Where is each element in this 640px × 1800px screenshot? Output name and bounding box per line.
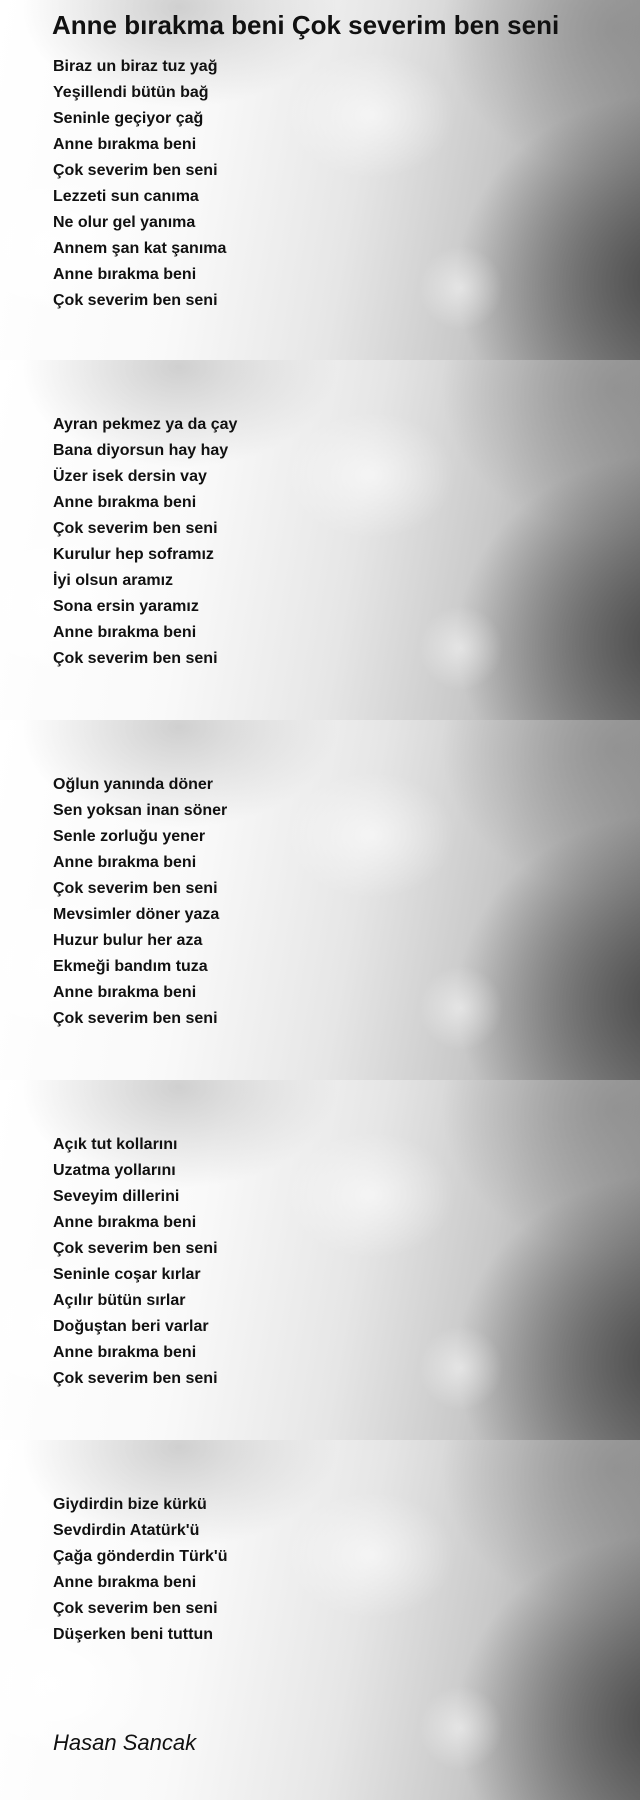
poem-panel-1 — [0, 0, 640, 360]
poem-line: Çok severim ben seni — [53, 292, 218, 309]
poem-panel-4 — [0, 1080, 640, 1440]
poem-line: Sevdirdin Atatürk'ü — [53, 1522, 200, 1539]
poem-line: Anne bırakma beni — [53, 1574, 197, 1591]
poem-title: Anne bırakma beni Çok severim ben seni — [52, 10, 560, 40]
poem-line: Açılır bütün sırlar — [53, 1292, 186, 1309]
poem-line: Çok severim ben seni — [53, 880, 218, 897]
poem-line: Anne bırakma beni — [53, 136, 197, 153]
poem-line: Anne bırakma beni — [53, 494, 197, 511]
poem-line: Uzatma yollarını — [53, 1162, 176, 1179]
poem-line: Oğlun yanında döner — [53, 776, 214, 793]
poem-line: Çok severim ben seni — [53, 520, 218, 537]
poem-line: Giydirdin bize kürkü — [53, 1496, 207, 1513]
stanza-4 — [53, 1132, 218, 1392]
stanza-2 — [53, 412, 237, 672]
stanza-3 — [53, 772, 227, 1032]
poem-line: Sen yoksan inan söner — [53, 802, 228, 819]
poem-line: Anne bırakma beni — [53, 1214, 197, 1231]
poem-line: Çok severim ben seni — [53, 650, 218, 667]
poem-line: Seninle geçiyor çağ — [53, 110, 204, 127]
poem-line: Senle zorluğu yener — [53, 828, 206, 845]
poem-line: Mevsimler döner yaza — [53, 906, 220, 923]
poem-line: Seninle coşar kırlar — [53, 1266, 201, 1283]
poem-panel-5 — [0, 1440, 640, 1800]
stanza-5 — [53, 1492, 227, 1648]
stanza-1 — [53, 54, 226, 314]
poem-line: Biraz un biraz tuz yağ — [53, 58, 218, 75]
poem-line: Lezzeti sun canıma — [53, 188, 199, 205]
poem-line: Doğuştan beri varlar — [53, 1318, 209, 1335]
poem-line: Ekmeği bandım tuza — [53, 958, 208, 975]
poem-line: Anne bırakma beni — [53, 854, 197, 871]
poem-author: Hasan Sancak — [53, 1730, 197, 1755]
poem-line: Çok severim ben seni — [53, 1600, 218, 1617]
poem-line: Huzur bulur her aza — [53, 932, 203, 949]
poem-panel-3 — [0, 720, 640, 1080]
poem-line: Çok severim ben seni — [53, 1010, 218, 1027]
poem-line: Çok severim ben seni — [53, 162, 218, 179]
poem-line: Ne olur gel yanıma — [53, 214, 196, 231]
poem-line: Anne bırakma beni — [53, 266, 197, 283]
poem-line: Seveyim dillerini — [53, 1188, 180, 1205]
poem-line: Anne bırakma beni — [53, 1344, 197, 1361]
poem-line: Kurulur hep soframız — [53, 546, 214, 563]
poem-line: Yeşillendi bütün bağ — [53, 84, 209, 101]
poem-line: Annem şan kat şanıma — [53, 240, 227, 257]
poem-line: Çok severim ben seni — [53, 1240, 218, 1257]
poem-line: Anne bırakma beni — [53, 624, 197, 641]
poem-line: İyi olsun aramız — [53, 572, 174, 589]
poem-line: Ayran pekmez ya da çay — [53, 416, 238, 433]
poem-line: Açık tut kollarını — [53, 1136, 178, 1153]
poem-line: Çok severim ben seni — [53, 1370, 218, 1387]
poem-panel-2 — [0, 360, 640, 720]
poem-line: Üzer isek dersin vay — [53, 468, 207, 485]
poem-line: Sona ersin yaramız — [53, 598, 199, 615]
poem-line: Çağa gönderdin Türk'ü — [53, 1548, 228, 1565]
poem-line: Düşerken beni tuttun — [53, 1626, 214, 1643]
poem-line: Bana diyorsun hay hay — [53, 442, 229, 459]
poem-line: Anne bırakma beni — [53, 984, 197, 1001]
